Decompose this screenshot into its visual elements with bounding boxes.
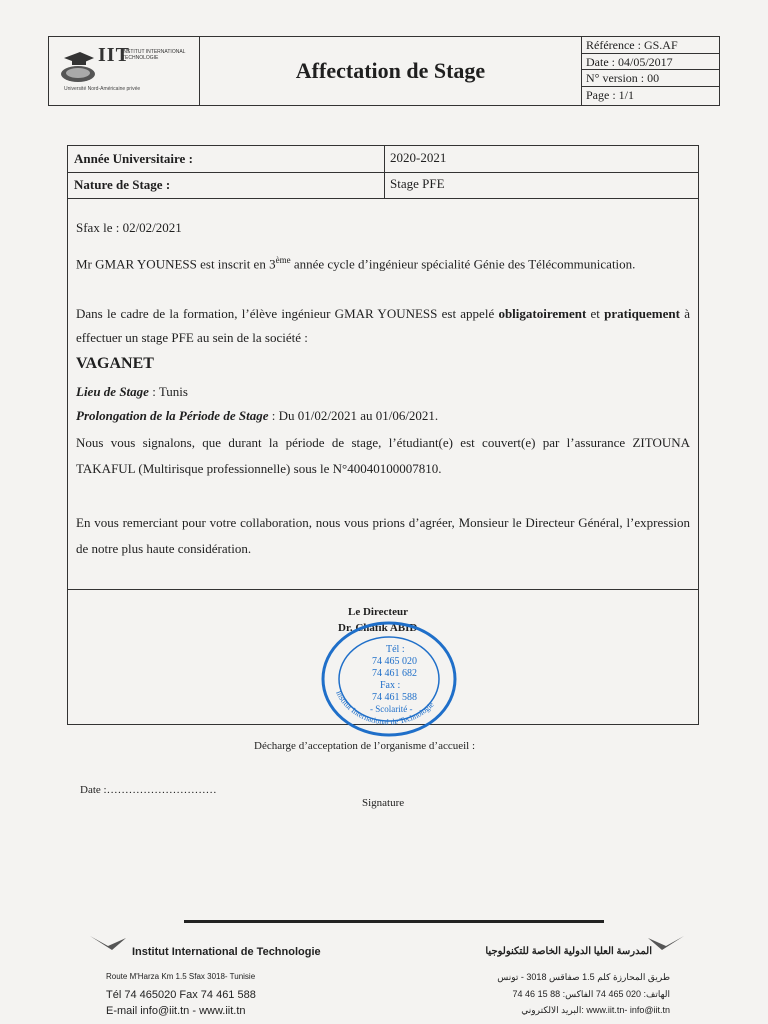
nature-label: Nature de Stage : — [74, 177, 171, 192]
document-title: Affectation de Stage — [200, 37, 582, 105]
decharge-date: Date :………………………… — [80, 784, 217, 796]
lieu-line — [76, 382, 690, 402]
p2-bold-1: obligatoirement — [498, 306, 587, 321]
place-date: Sfax le : 02/02/2021 — [76, 220, 182, 235]
prolongation-label: Prolongation de la Période de Stage — [76, 408, 269, 423]
footer-email-fr: E-mail info@iit.tn - www.iit.tn — [106, 1005, 246, 1017]
meta-reference: Référence : GS.AF — [582, 37, 719, 54]
row-nature — [68, 172, 698, 199]
p1-text-a: Mr GMAR YOUNESS est inscrit en 3 — [76, 256, 276, 272]
decharge-label: Décharge d’acceptation de l’organisme d’accueil : — [254, 740, 476, 752]
footer-name-fr: Institut International de Technologie — [132, 946, 321, 958]
graduation-cap-icon — [58, 40, 100, 88]
section-divider-1 — [68, 589, 698, 590]
document-header — [48, 36, 720, 106]
p2-text-a: Dans le cadre de la formation, l’élève ingénieur GMAR YOUNESS est appelé — [76, 306, 499, 321]
wing-icon-right — [646, 934, 686, 950]
prolongation-value: : Du 01/02/2021 au 01/06/2021. — [268, 408, 439, 423]
director-name: Dr. Chafik ABID — [338, 622, 418, 634]
paragraph-4: En vous remerciant pour votre collaboration, nous vous prions d’agréer, Monsieur le Directeur Général, l’expression de notre plus haute considération. — [76, 515, 690, 556]
annee-label: Année Universitaire : — [74, 151, 193, 166]
meta-version: N° version : 00 — [582, 70, 719, 87]
p2-text-b: et — [586, 306, 605, 321]
row-annee — [68, 146, 698, 173]
stamp-tel: Tél : — [386, 644, 405, 655]
table-divider — [384, 146, 385, 198]
footer-name-ar: المدرسة العليا الدولية الخاصة للتكنولوجيا — [485, 946, 652, 957]
footer-address-ar: طريق المحارزة كلم 1.5 صفاقس 3018 - تونس — [497, 972, 670, 982]
footer-tel-fr: Tél 74 465020 Fax 74 461 588 — [106, 989, 256, 1001]
wing-icon — [88, 934, 128, 950]
logo-subtext: INSTITUT INTERNATIONAL TECHNOLOGIE — [122, 49, 186, 61]
company-name: VAGANET — [76, 355, 154, 372]
p2-bold-2: pratiquement — [604, 306, 680, 321]
stamp-line-3: 74 461 588 — [372, 692, 417, 703]
stamp-fax: Fax : — [380, 680, 401, 691]
stamp-line-4: - Scolarité - — [370, 704, 413, 714]
official-stamp — [320, 620, 458, 738]
p1-superscript: ème — [275, 255, 291, 265]
paragraph-3: Nous vous signalons, que durant la période de stage, l’étudiant(e) est couvert(e) par l’assurance ZITOUNA TAKAFUL (Multirisque professionnelle) sous le N°40040100007810. — [76, 435, 690, 476]
footer-tel-ar: الهاتف: 020 465 74 الفاكس: 88 15 46 74 — [512, 989, 670, 999]
director-title: Le Directeur — [348, 606, 408, 618]
annee-value: 2020-2021 — [390, 150, 447, 165]
nature-value: Stage PFE — [390, 176, 445, 191]
footer-divider — [184, 920, 604, 923]
footer-email-ar: www.iit.tn- info@iit.tn :البريد الالكتروني — [521, 1005, 670, 1015]
stamp-line-1: 74 465 020 — [372, 656, 417, 667]
paragraph-1 — [76, 250, 690, 274]
meta-date: Date : 04/05/2017 — [582, 54, 719, 71]
paragraph-2 — [76, 302, 690, 350]
logo-tagline: Université Nord-Américaine privée — [64, 86, 141, 92]
lieu-value: : Tunis — [148, 384, 188, 399]
decharge-signature: Signature — [362, 797, 405, 809]
stamp-line-2: 74 461 682 — [372, 668, 417, 679]
p2-text-c: à effectuer un stage PFE au sein de la société : — [76, 306, 690, 345]
prolongation-line — [76, 406, 690, 426]
meta-block — [582, 37, 719, 105]
p1-text-b: année cycle d’ingénieur spécialité Génie des Télécommunication. — [290, 256, 636, 272]
logo-text: IIT — [98, 44, 130, 66]
meta-page: Page : 1/1 — [586, 87, 634, 102]
footer-address-fr: Route M'Harza Km 1.5 Sfax 3018- Tunisie — [106, 972, 256, 981]
stamp-ring-text: Institut International de Technologie — [334, 689, 436, 727]
lieu-label: Lieu de Stage — [76, 384, 149, 399]
